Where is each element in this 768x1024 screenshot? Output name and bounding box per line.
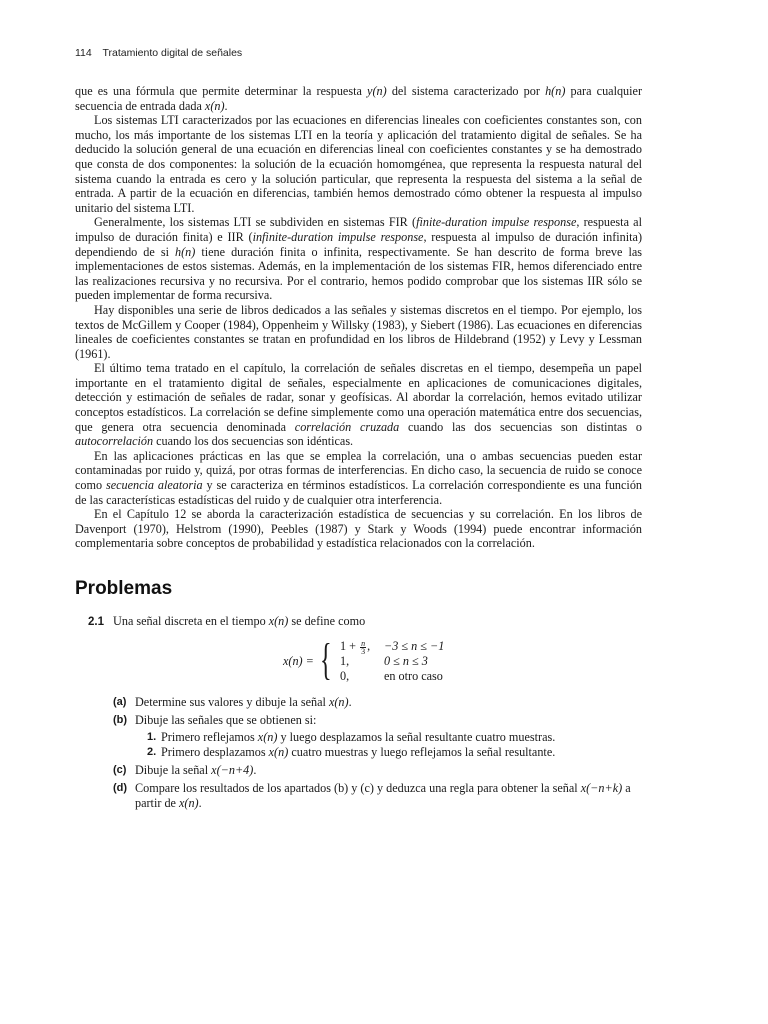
math-expression: x(n) (328, 695, 349, 709)
paragraph (75, 303, 642, 361)
math-expression: x(−n+k) (580, 781, 623, 795)
math-expression: h(n) (175, 244, 196, 259)
text-run: , respuesta al impulso de duración finita) e IIR ( (75, 215, 642, 244)
math-expression: x(−n+4) (211, 763, 254, 777)
body-text (75, 84, 642, 551)
text-run: El último tema tratado en el capítulo, la correlación de señales discretas en el tiempo, desempeña un papel importante en el tratamiento digital de señales, especialmente en aplicaciones de comunicaciones digitales, detección y estimación de señales de radar, sonar y geofísicas. Al abordar la correlación, hemos evitado utilizar conceptos estadísticos. La correlación se define simplemente como una operación matemática entre dos secuencias, que genera otra secuencia denominada (75, 361, 642, 434)
text-run: Determine sus valores y dibuje la señal (135, 695, 329, 709)
text-run: . (224, 98, 228, 113)
equation-condition: −3 ≤ n ≤ −1 (384, 639, 445, 653)
problem-item (113, 695, 653, 710)
text-run: Los sistemas LTI caracterizados por las ecuaciones en diferencias lineales con coeficientes constantes son, con mucho, los más importante de los sistemas LTI en la teoría y aplicación del tratamiento digital de señales. Se ha deducido la solución general de una ecuación en diferencias lineal con coeficientes constantes y se ha demostrado que consta de dos componentes: la solución de la ecuación homomgénea, que representa la respuesta natural del sistema cuando la entrada es cero y la solución particular, que representa la respuesta del sistema a la señal de entrada. A partir de la ecuación en diferencias, también hemos demostrado cómo obtener la respuesta al impulso unitario del sistema LTI. (75, 113, 642, 215)
piecewise-equation (283, 635, 543, 686)
problem-statement (88, 614, 648, 630)
text-run: Generalmente, los sistemas LTI se subdividen en sistemas FIR ( (94, 215, 417, 230)
text-run: del sistema caracterizado por (386, 84, 546, 98)
paragraph (75, 215, 642, 303)
value-suffix: , (367, 639, 371, 653)
subitem (147, 730, 653, 745)
text-run: que es una fórmula que permite determinar la respuesta (75, 84, 368, 98)
problem-item (113, 763, 653, 778)
problem-item (113, 713, 653, 760)
text-run: para cualquier secuencia de entrada dada (75, 84, 643, 113)
equation-condition: 0 ≤ n ≤ 3 (384, 654, 428, 668)
math-expression: h(n) (545, 84, 566, 98)
text-run: . (253, 763, 257, 777)
value-prefix: 1 + (340, 639, 360, 653)
text-run: y luego desplazamos la señal resultante cuatro muestras. (277, 729, 556, 744)
text-run: cuatro muestras y luego reflejamos la señal resultante. (288, 745, 556, 759)
text-run: Hay disponibles una serie de libros dedicados a las señales y sistemas discretos en el tiempo. Por ejemplo, los textos de McGillem y Cooper (1984), Oppenheim y Willsky (1983), y Siebert (1986). Las ecuaciones en diferencias lineales de coeficientes constantes se tratan en profundidad en los libros de Hildebrand (1952) y Levy y Lessman (1961). (75, 302, 642, 361)
paragraph (75, 113, 642, 215)
problem-items (113, 695, 653, 814)
problem-item (113, 781, 653, 810)
emphasized-term: autocorrelación (75, 434, 154, 449)
emphasized-term: secuencia aleatoria (105, 478, 203, 493)
item-label: (b) (113, 714, 128, 726)
emphasized-term: finite-duration impulse response (416, 215, 577, 230)
item-text (135, 781, 631, 810)
item-label: (d) (113, 782, 128, 794)
subitem-label: 2. (147, 746, 157, 758)
item-label: (c) (113, 764, 127, 776)
equation-condition: en otro caso (384, 669, 443, 683)
text-run: y se caracteriza en términos estadísticos. La correlación correspondiente es una función de las características estadísticas del ruido y de cualquier otra interferencia. (75, 478, 643, 507)
paragraph (75, 449, 642, 507)
math-expression: x(n) (204, 98, 225, 113)
text-run: Compare los resultados de los apartados (b) y (c) y deduzca una regla para obtener la señal (135, 781, 581, 795)
text-run: . (198, 795, 202, 810)
emphasized-term: infinite-duration impulse response (252, 229, 424, 244)
math-expression: y(n) (367, 84, 387, 98)
running-header (75, 47, 242, 59)
text-run: tiene duración finita o infinita, respectivamente. Se han descrito de forma breve las implementaciones de estos sistemas. Además, en la implementación de los sistemas FIR, hemos diferenciado entre las realizaciones recursiva y no recursiva. Por el contrario, hemos podido comprobar que los sistemas IIR sólo se pueden implementar de forma recursiva. (75, 244, 642, 303)
running-title: Tratamiento digital de señales (102, 47, 243, 59)
problem-text: Una señal discreta en el tiempo (113, 614, 269, 628)
text-run: Primero reflejamos (161, 729, 258, 744)
math-expression: x(n) (179, 795, 199, 810)
section-title: Problemas (75, 578, 173, 599)
text-run: Dibuje la señal (135, 763, 212, 777)
text-run: . (348, 695, 352, 709)
page-number: 114 (75, 47, 92, 59)
fraction (360, 640, 366, 655)
subitem-label: 1. (147, 730, 157, 743)
emphasized-term: correlación cruzada (294, 419, 400, 434)
item-text (135, 763, 256, 777)
math-expression: x(n) (268, 745, 289, 759)
equation-value (340, 639, 370, 655)
problem-number: 2.1 (88, 616, 104, 628)
subitem (147, 745, 653, 760)
paragraph (75, 507, 642, 551)
equation-value: 0, (340, 669, 350, 683)
text-run: Primero desplazamos (161, 745, 269, 759)
paragraph (75, 84, 642, 113)
item-text (135, 695, 352, 709)
text-run: En las aplicaciones prácticas en las que se emplea la correlación, una o ambas secuencias pueden estar contaminadas por ruido y, quizá, por otras formas de interferencias. En dicho caso, la secuencia de ruido se conoce como (75, 448, 642, 493)
left-brace: { (320, 635, 332, 684)
text-run: cuando las dos secuencias son distintas o (399, 419, 643, 434)
problem-text-tail: se define como (288, 614, 366, 628)
item-label: (a) (113, 696, 127, 708)
problem-math: x(n) (268, 614, 289, 628)
math-expression: x(n) (257, 729, 278, 744)
fraction-denominator: 3 (361, 646, 366, 656)
paragraph (75, 361, 642, 449)
subitem-list (147, 730, 653, 760)
text-run: a partir de (135, 781, 631, 810)
equation-value: 1, (340, 654, 350, 668)
text-run: cuando los dos secuencias son idénticas. (153, 434, 354, 449)
text-run: , respuesta al impulso de duración infinita) dependiendo de si (75, 229, 642, 259)
equation-lhs: x(n) = (283, 654, 314, 668)
item-text (135, 713, 316, 727)
text-run: En el Capítulo 12 se aborda la caracterización estadística de secuencias y su correlación. En los libros de Davenport (1970), Helstrom (1990), Peebles (1987) y Stark y Woods (1994) puede encontrar información complementaria sobre conceptos de probabilidad y estadística relacionados con la correlación. (75, 507, 642, 551)
text-run: Dibuje las señales que se obtienen si: (135, 713, 317, 727)
fraction-numerator: n (361, 638, 366, 648)
